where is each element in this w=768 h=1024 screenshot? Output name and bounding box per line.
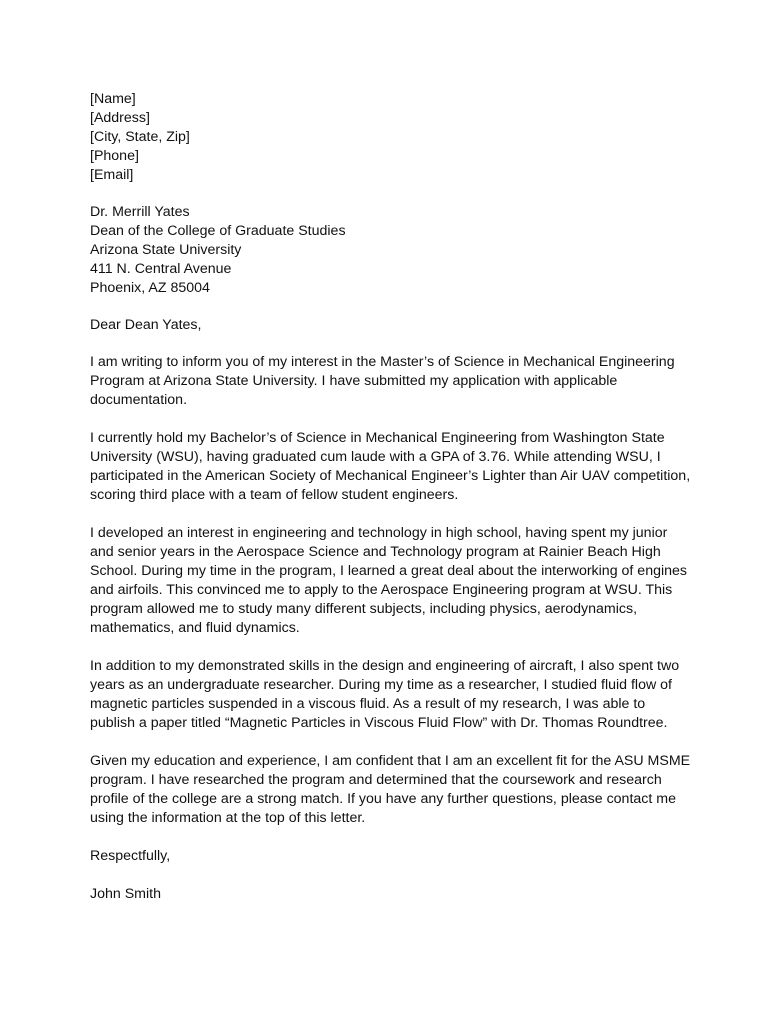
paragraph-line: using the information at the top of this letter. [90,810,366,826]
closing: Respectfully, [90,848,171,864]
paragraph-line: program allowed me to study many different subjects, including physics, aerodynamics, [90,601,638,617]
paragraph-line: In addition to my demonstrated skills in the design and engineering of aircraft, I also spent two [90,658,680,674]
body-paragraph [90,657,690,733]
recipient-name: Dr. Merrill Yates [90,204,190,220]
paragraph-line: years as an undergraduate researcher. During my time as a researcher, I studied fluid flow of [90,677,672,693]
paragraph-line: documentation. [90,392,188,408]
paragraph-line: School. During my time in the program, I learned a great deal about the interworking of engines [90,563,687,579]
recipient-institution: Arizona State University [90,242,242,258]
paragraph-line: program. I have researched the program and determined that the coursework and research [90,772,662,788]
paragraph-line: I am writing to inform you of my interest in the Master’s of Science in Mechanical Engineering [90,354,675,370]
paragraph-line: and airfoils. This convinced me to apply to the Aerospace Engineering program at WSU. This [90,582,673,598]
body-paragraph [90,353,690,410]
body-paragraph [90,429,690,505]
sender-email: [Email] [90,167,134,183]
paragraph-line: I developed an interest in engineering and technology in high school, having spent my junior [90,525,668,541]
recipient-title: Dean of the College of Graduate Studies [90,223,346,239]
sender-block [90,90,690,185]
paragraph-line: Given my education and experience, I am confident that I am an excellent fit for the ASU MSME [90,753,691,769]
paragraph-line: publish a paper titled “Magnetic Particles in Viscous Fluid Flow” with Dr. Thomas Roundtree. [90,715,668,731]
paragraph-line: profile of the college are a strong match. If you have any further questions, please contact me [90,791,676,807]
salutation: Dear Dean Yates, [90,317,202,333]
sender-phone: [Phone] [90,148,139,164]
letter [90,90,690,904]
paragraph-line: University (WSU), having graduated cum laude with a GPA of 3.76. While attending WSU, I [90,449,661,465]
paragraph-line: I currently hold my Bachelor’s of Science in Mechanical Engineering from Washington State [90,430,665,446]
paragraph-line: magnetic particles suspended in a viscous fluid. As a result of my research, I was able to [90,696,646,712]
signature-name: John Smith [90,886,161,902]
paragraph-line: and senior years in the Aerospace Science and Technology program at Rainier Beach High [90,544,661,560]
paragraph-line: mathematics, and fluid dynamics. [90,620,300,636]
recipient-block [90,203,690,298]
paragraph-line: scoring third place with a team of fellow student engineers. [90,487,459,503]
recipient-street: 411 N. Central Avenue [90,261,232,277]
paragraph-line: Program at Arizona State University. I have submitted my application with applicable [90,373,618,389]
paragraph-line: participated in the American Society of Mechanical Engineer’s Lighter than Air UAV competition, [90,468,691,484]
recipient-city: Phoenix, AZ 85004 [90,280,210,296]
body-paragraph [90,752,690,828]
sender-city-state-zip: [City, State, Zip] [90,129,190,145]
sender-address: [Address] [90,110,150,126]
body-paragraph [90,524,690,638]
sender-name: [Name] [90,91,136,107]
